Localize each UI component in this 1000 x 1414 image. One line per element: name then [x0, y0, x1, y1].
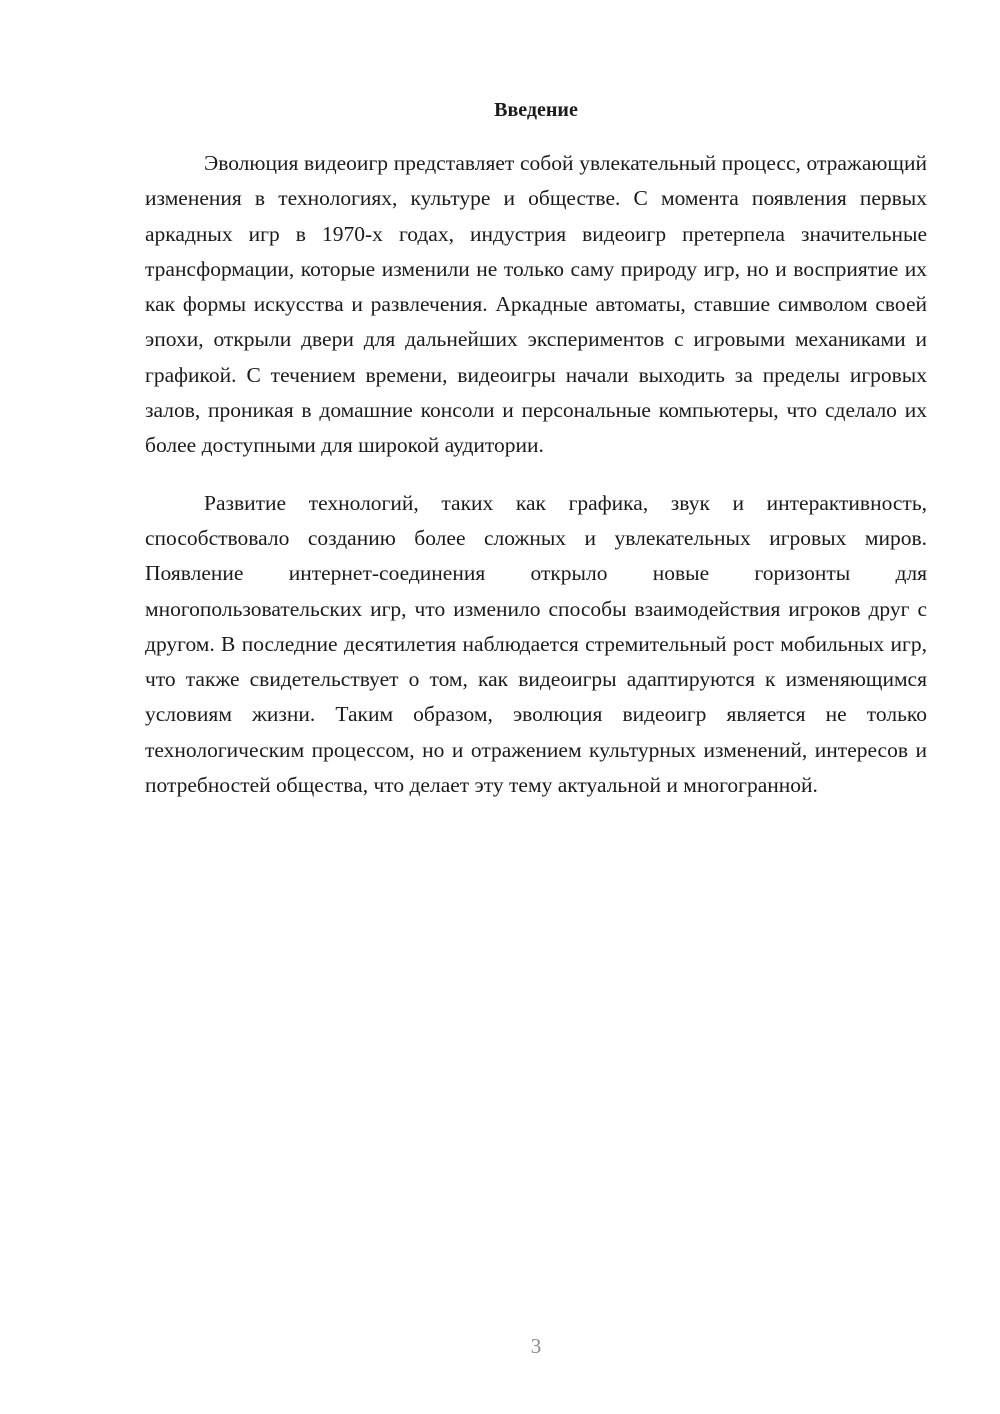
page-content: [145, 96, 927, 803]
paragraph-1: Эволюция видеоигр представляет собой увлекательный процесс, отражающий изменения в технологиях, культуре и обществе. С момента появления первых аркадных игр в 1970-х годах, индустрия видеоигр претерпела значительные трансформации, которые изменили не только саму природу игр, но и восприятие их как формы искусства и развлечения. Аркадные автоматы, ставшие символом своей эпохи, открыли двери для дальнейших экспериментов с игровыми механиками и графикой. С течением времени, видеоигры начали выходить за пределы игровых залов, проникая в домашние консоли и персональные компьютеры, что сделало их более доступными для широкой аудитории.: [145, 151, 927, 458]
page-number: 3: [530, 1334, 542, 1358]
paragraph-2: Развитие технологий, таких как графика, звук и интерактивность, способствовало созданию более сложных и увлекательных игровых миров. Появление интернет-соединения открыло новые горизонты для многопользовательских игр, что изменило способы взаимодействия игроков друг с другом. В последние десятилетия наблюдается стремительный рост мобильных игр, что также свидетельствует о том, как видеоигры адаптируются к изменяющимся условиям жизни. Таким образом, эволюция видеоигр является не только технологическим процессом, но и отражением культурных изменений, интересов и потребностей общества, что делает эту тему актуальной и многогранной.: [145, 490, 927, 798]
section-title: Введение: [494, 99, 578, 121]
